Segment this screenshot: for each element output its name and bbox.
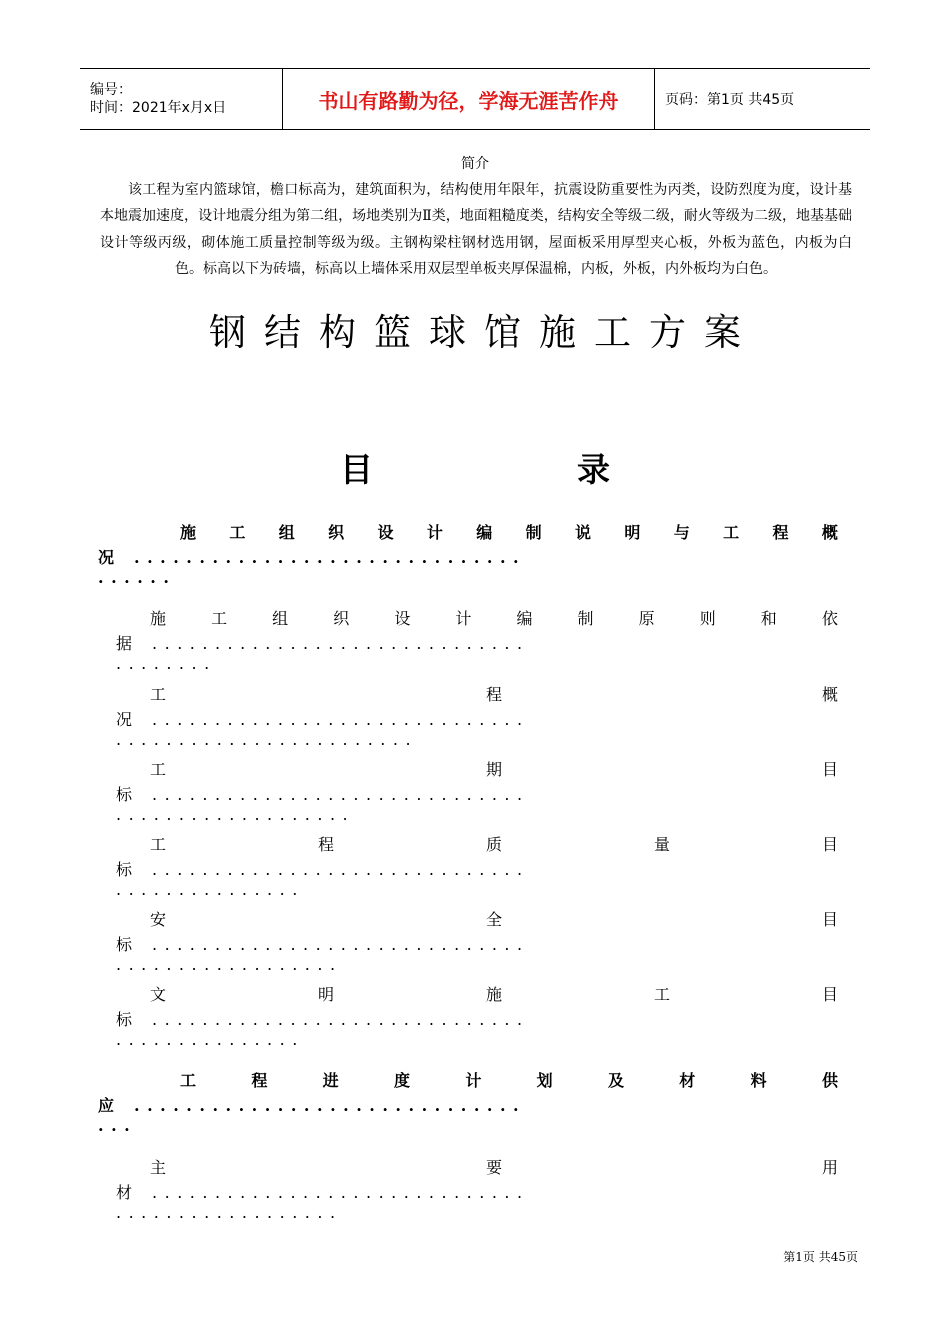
toc-leader-dots: .............................. — [152, 785, 530, 804]
toc-entry[interactable] — [0, 832, 950, 902]
toc-leader-dots: ........................ — [116, 730, 419, 749]
toc-entry-second-line — [116, 1007, 850, 1030]
toc-entry[interactable] — [0, 907, 950, 977]
toc-entry[interactable] — [0, 606, 950, 676]
toc-leader-dots: .............................. — [134, 1096, 527, 1115]
toc-leader-dots: .................. — [116, 1203, 343, 1222]
toc-entry[interactable] — [0, 520, 950, 590]
toc-entry-second-line — [116, 1180, 850, 1203]
toc-entry-title-line: 工 期 目 — [150, 760, 838, 779]
toc-entry-title-line: 文 明 施 工 目 — [150, 985, 838, 1004]
header-left-cell — [80, 69, 282, 129]
toc-entry[interactable] — [0, 982, 950, 1052]
toc-leader-dots: .............................. — [152, 935, 530, 954]
header-motto: 书山有路勤为径，学海无涯苦作舟 — [282, 69, 655, 129]
toc-entry-title-tail: 材 — [116, 1183, 133, 1202]
toc-title-char-1: 目 — [340, 450, 373, 489]
toc-entry[interactable] — [0, 682, 950, 752]
number-label: 编号： — [90, 82, 132, 98]
toc-entry-second-line — [116, 631, 850, 654]
toc-leader-dots: .............................. — [152, 1010, 530, 1029]
toc-entry[interactable] — [0, 1155, 950, 1225]
toc-entry-title-line: 安 全 目 — [150, 910, 838, 929]
toc-entry-second-line — [116, 707, 850, 730]
intro-body: 该工程为室内篮球馆，檐口标高为，建筑面积为，结构使用年限年，抗震设防重要性为丙类，设防烈度为度，设计基本地震加速度，设计地震分组为第二组，场地类别为Ⅱ类，地面粗糙度类，结构安全等级二级，耐火等级为二级，地基基础设计等级丙级，砌体施工质量控制等级为级。主钢构梁柱钢材选用钢，屋面板采用厚型夹心板，外板为蓝色，内板为白色。标高以下为砖墙，标高以上墙体采用双层型单板夹厚保温棉，内板，外板，内外板均为白色。 — [100, 182, 852, 278]
toc-leader-dots: ............... — [116, 1030, 305, 1049]
toc-entry-second-line — [98, 545, 850, 568]
toc-leader-dots: ... — [98, 1116, 138, 1135]
toc-entry-second-line — [98, 1093, 850, 1116]
toc-leader-dots: .............................. — [152, 860, 530, 879]
toc-entry-second-line — [116, 932, 850, 955]
intro-title: 简介 — [461, 156, 489, 172]
toc-entry-title-tail: 标 — [116, 860, 133, 879]
toc-entry-title-line: 施 工 组 织 设 计 编 制 原 则 和 依 — [150, 609, 838, 628]
toc-entry-title-line: 工 程 进 度 计 划 及 材 料 供 — [180, 1071, 838, 1090]
toc-entry-title-tail: 况 — [116, 710, 133, 729]
toc-entry-title-line: 施 工 组 织 设 计 编 制 说 明 与 工 程 概 — [180, 523, 838, 542]
toc-entry-title-line: 工 程 质 量 目 — [150, 835, 838, 854]
toc-entry-second-line — [116, 782, 850, 805]
toc-entry[interactable] — [0, 757, 950, 827]
toc-entry-title-tail: 据 — [116, 634, 133, 653]
toc-title — [340, 444, 610, 491]
time-label: 时间：2021年x月x日 — [90, 100, 227, 116]
header-page-info: 页码：第1页 共45页 — [665, 92, 795, 108]
toc-entry-second-line — [116, 857, 850, 880]
toc-entry-title-line: 主 要 用 — [150, 1158, 838, 1177]
toc-entry-title-tail: 应 — [98, 1096, 115, 1115]
toc-entry-title-tail: 标 — [116, 1010, 133, 1029]
toc-entry[interactable] — [0, 1068, 950, 1138]
toc-leader-dots: ............... — [116, 880, 305, 899]
toc-leader-dots: .............................. — [152, 634, 530, 653]
toc-leader-dots: .............................. — [152, 710, 530, 729]
header-table — [80, 68, 870, 130]
toc-leader-dots: ...... — [98, 568, 177, 587]
toc-leader-dots: .............................. — [134, 548, 527, 567]
document-title: 钢结构篮球馆施工方案 — [209, 311, 759, 354]
toc-leader-dots: ................... — [116, 805, 356, 824]
toc-leader-dots: .............................. — [152, 1183, 530, 1202]
toc-entry-title-tail: 况 — [98, 548, 115, 567]
toc-title-char-2: 录 — [577, 450, 610, 489]
footer-page-info: 第1页 共45页 — [783, 1250, 858, 1264]
toc-leader-dots: ........ — [116, 654, 217, 673]
toc-entry-title-tail: 标 — [116, 935, 133, 954]
toc-entry-title-tail: 标 — [116, 785, 133, 804]
toc-entry-title-line: 工 程 概 — [150, 685, 838, 704]
toc-leader-dots: .................. — [116, 955, 343, 974]
